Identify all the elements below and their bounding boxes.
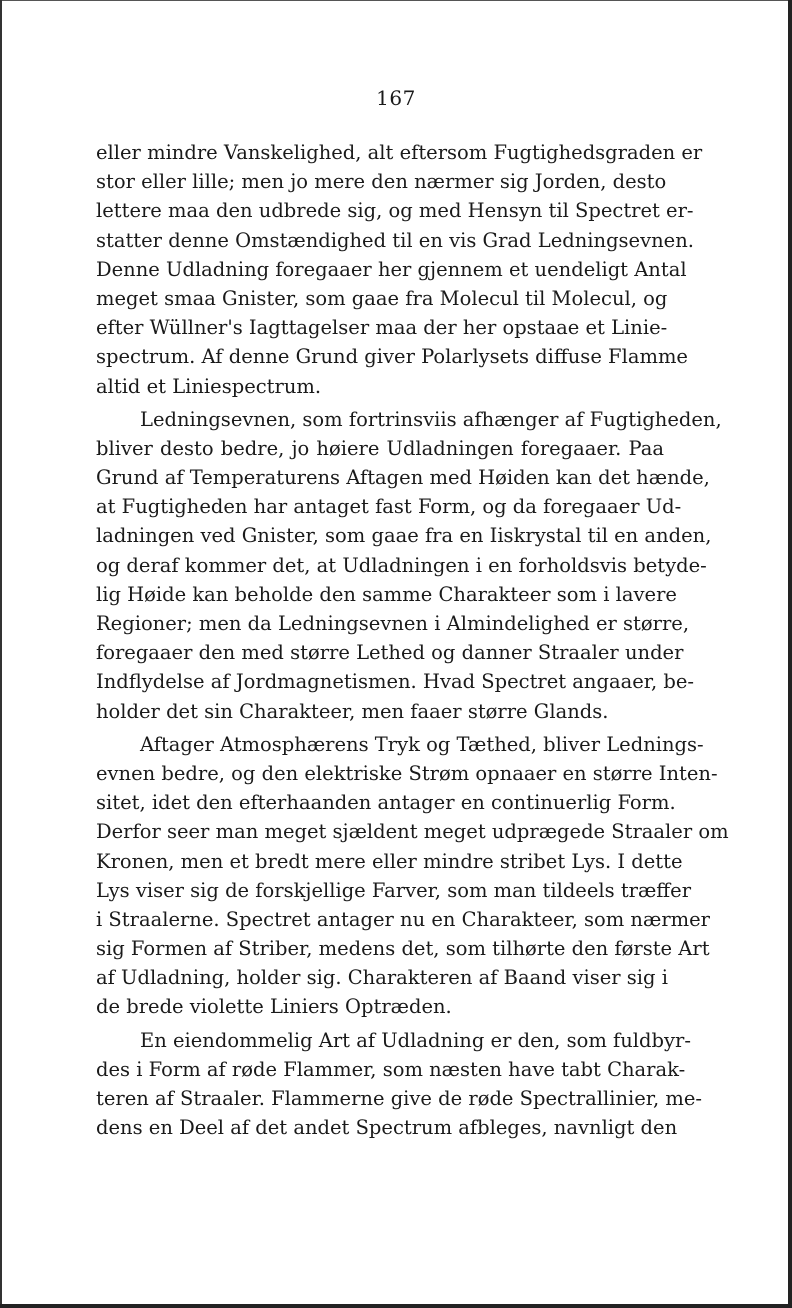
paragraph-2 (96, 405, 722, 726)
text-line: Derfor seer man meget sjældent meget udprægede Straaler om (96, 820, 729, 844)
scan-edge-bottom (0, 1304, 792, 1308)
text-line: og deraf kommer det, at Udladningen i en forholdsvis betyde- (96, 553, 707, 577)
text-line: af Udladning, holder sig. Charakteren af Baand viser sig i (96, 966, 668, 990)
page-number: 167 (376, 86, 416, 110)
text-line: dens en Deel af det andet Spectrum afbleges, navnligt den (96, 1116, 678, 1140)
text-line: meget smaa Gnister, som gaae fra Molecul til Molecul, og (96, 286, 668, 310)
body-text (96, 138, 729, 1142)
text-line: Grund af Temperaturens Aftagen med Høiden kan det hænde, (96, 466, 710, 490)
text-line: lettere maa den udbrede sig, og med Hensyn til Spectret er- (96, 199, 694, 223)
text-line: Denne Udladning foregaaer her gjennem et uendeligt Antal (96, 257, 687, 281)
text-line: sitet, idet den efterhaanden antager en continuerlig Form. (96, 791, 676, 815)
text-line: stor eller lille; men jo mere den nærmer sig Jorden, desto (96, 170, 667, 194)
paragraph-4 (96, 1026, 702, 1143)
text-line: Kronen, men et bredt mere eller mindre stribet Lys. I dette (96, 849, 683, 873)
text-line: altid et Liniespectrum. (96, 374, 322, 398)
text-line: teren af Straaler. Flammerne give de røde Spectrallinier, me- (96, 1087, 702, 1110)
text-line: i Straalerne. Spectret antager nu en Charakteer, som nærmer (96, 907, 710, 931)
paragraph-1 (96, 138, 703, 401)
paragraph-3 (96, 730, 729, 1022)
text-line: ladningen ved Gnister, som gaae fra en Iiskrystal til en anden, (96, 524, 712, 548)
text-line: Lys viser sig de forskjellige Farver, som man tildeels træffer (96, 878, 692, 902)
text-line: sig Formen af Striber, medens det, som tilhørte den første Art (96, 937, 710, 961)
text-line: Aftager Atmosphærens Tryk og Tæthed, bliver Lednings- (140, 732, 704, 756)
scan-edge-left (0, 0, 2, 1308)
text-line: des i Form af røde Flammer, som næsten have tabt Charak- (96, 1057, 686, 1081)
text-line: evnen bedre, og den elektriske Strøm opnaaer en større Inten- (96, 761, 718, 785)
text-line: spectrum. Af denne Grund giver Polarlysets diffuse Flamme (96, 345, 688, 369)
text-line: at Fugtigheden har antaget fast Form, og da foregaaer Ud- (96, 495, 682, 519)
text-line: bliver desto bedre, jo høiere Udladningen foregaaer. Paa (96, 436, 664, 460)
text-line: Indflydelse af Jordmagnetismen. Hvad Spectret angaaer, be- (96, 670, 694, 694)
text-line: eller mindre Vanskelighed, alt eftersom Fugtighedsgraden er (96, 141, 703, 164)
text-line: Ledningsevnen, som fortrinsviis afhænger af Fugtigheden, (140, 407, 722, 431)
text-line: statter denne Omstændighed til en vis Grad Ledningsevnen. (96, 228, 694, 252)
text-line: lig Høide kan beholde den samme Charakteer som i lavere (96, 582, 677, 606)
scan-edge-right (788, 0, 792, 1308)
text-line: holder det sin Charakteer, men faaer større Glands. (96, 699, 609, 723)
text-line: efter Wüllner's Iagttagelser maa der her opstaae et Linie- (96, 316, 668, 340)
text-line: foregaaer den med større Lethed og danner Straaler under (96, 641, 684, 665)
text-line: de brede violette Liniers Optræden. (96, 995, 452, 1019)
text-line: Regioner; men da Ledningsevnen i Almindelighed er større, (96, 612, 690, 635)
text-line: En eiendommelig Art af Udladning er den, som fuldbyr- (140, 1028, 691, 1052)
